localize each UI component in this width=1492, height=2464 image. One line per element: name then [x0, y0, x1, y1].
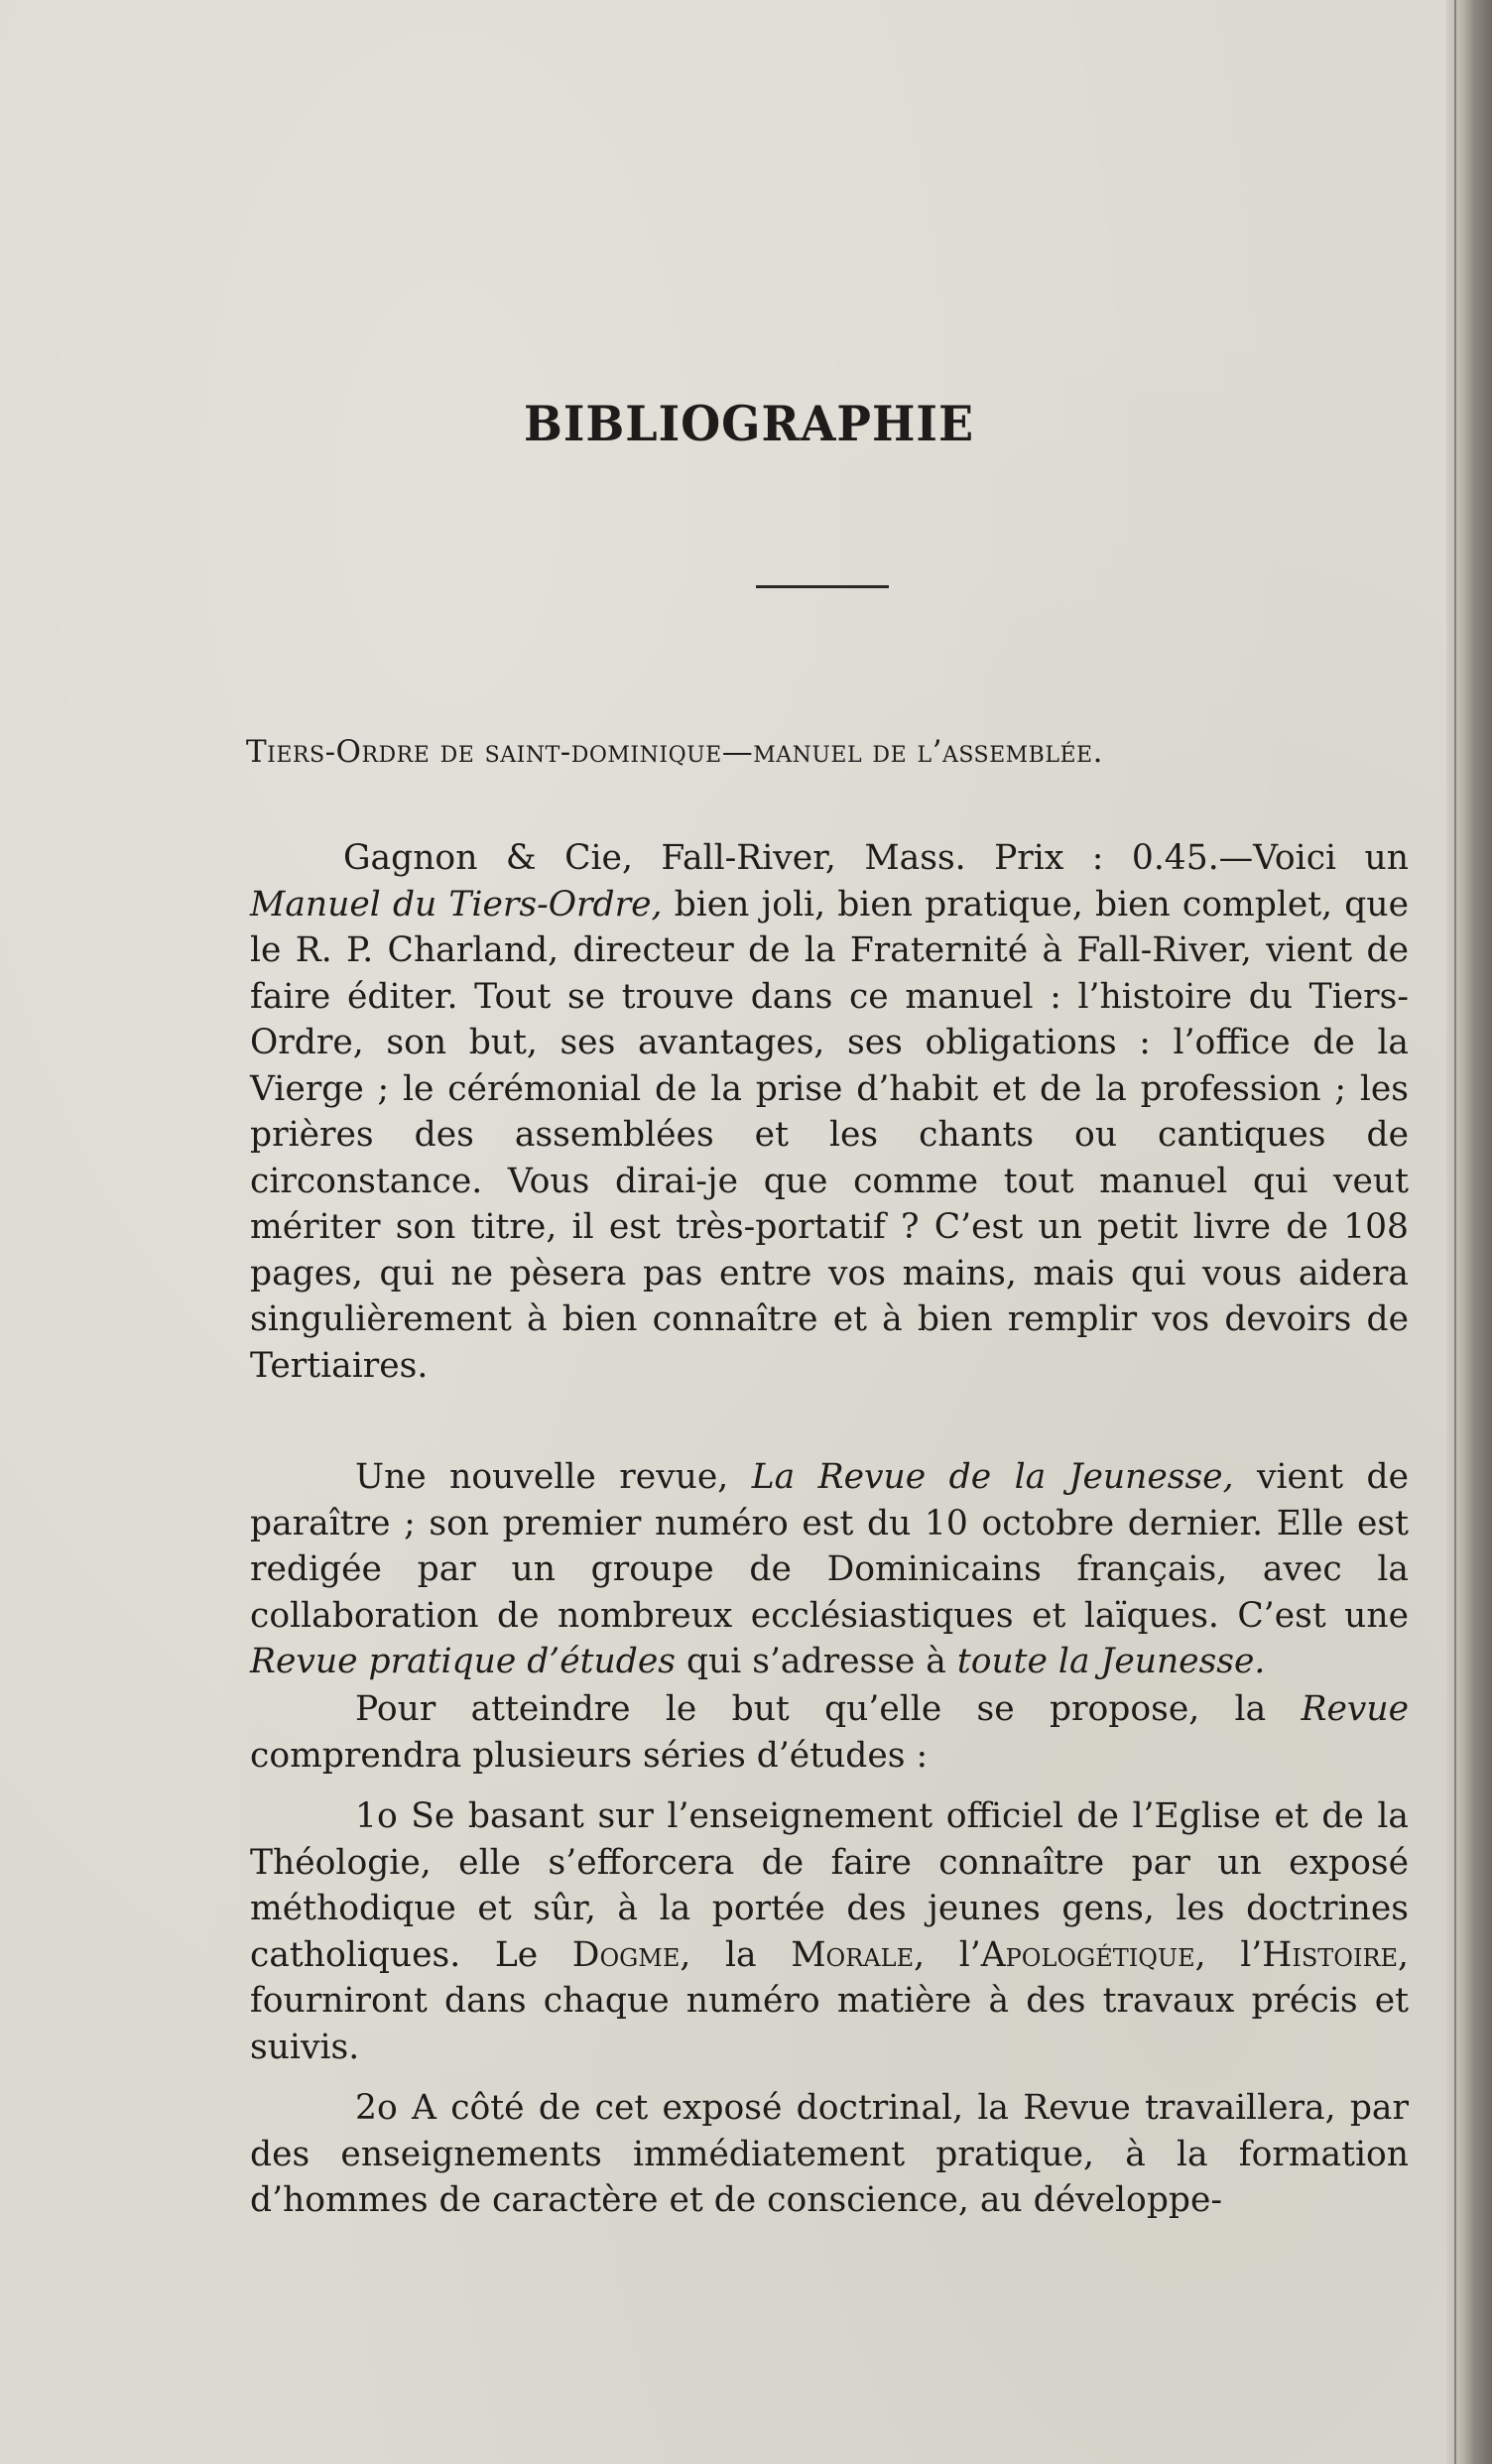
text-run: Une nouvelle revue,: [355, 1457, 752, 1497]
text-run: qui s’adresse à: [675, 1642, 957, 1681]
page-edge-line: [1454, 0, 1456, 2464]
page-gutter-shadow: [1446, 0, 1492, 2464]
page-title: BIBLIOGRAPHIE: [523, 395, 975, 452]
text-run: , la: [680, 1934, 792, 1975]
emphasis-text: Revue pratique d’études: [250, 1642, 676, 1681]
journal-title: La Revue de la Jeunesse,: [751, 1457, 1234, 1497]
text-run: vient de paraître ; son premier numéro est du 10 octobre dernier. Elle est redigée par un groupe de Dominicains français, avec la collaboration de nombreux ecclésiastiques et laïques. C’est une: [250, 1457, 1409, 1636]
title-rule: [756, 585, 889, 588]
text-run: 2o A côté de cet exposé doctrinal, la Revue travaillera, par des enseignements immédiatement pratique, à la formation d’hommes de caractère et de conscience, au développe-: [250, 2088, 1409, 2220]
text-run: bien joli, bien pratique, bien complet, que le R. P. Charland, directeur de la Fraternité à Fall-River, vient de faire éditer. Tout se trouve dans ce manuel : l’histoire du Tiers-Ordre, son but, ses avantages, ses obligations : l’office de la Vierge ; le cérémonial de la prise d’habit et de la profession ; les prières des assemblées et les chants ou cantiques de circonstance. Vous dirai-je que comme tout manuel qui veut mériter son titre, il est très-portatif ? C’est un petit livre de 108 pages, qui ne pèsera pas entre vos mains, mais qui vous aidera singulièrement à bien connaître et à bien remplir vos devoirs de Tertiaires.: [250, 884, 1409, 1386]
small-caps-term: Morale: [791, 1934, 915, 1975]
small-caps-term: Dogme: [571, 1934, 681, 1975]
review-paragraph-2: [250, 1454, 1409, 1685]
text-run: Gagnon & Cie, Fall-River, Mass. Prix : 0.45.—Voici un: [343, 838, 1409, 878]
text-run: Pour atteindre le but qu’elle se propose, la: [355, 1689, 1302, 1729]
review-paragraph-1: [250, 835, 1409, 1389]
emphasis-text: Revue: [1301, 1689, 1409, 1729]
text-run: comprendra plusieurs séries d’études :: [250, 1735, 929, 1776]
review-paragraph-5: [250, 2085, 1409, 2224]
text-run: , fourniront dans chaque numéro matière à des travaux précis et suivis.: [250, 1934, 1409, 2067]
section-heading: Tiers-Ordre de saint-dominique—manuel de l’assemblée.: [246, 734, 1103, 770]
emphasis-text: toute la Jeunesse.: [956, 1642, 1266, 1681]
text-run: 1o Se basant sur l’enseignement officiel de l’Eglise et de la Théologie, elle s’efforcera de faire connaître par un exposé méthodique et sûr, à la portée des jeunes gens, les doctrines catholiques. Le: [250, 1796, 1409, 1975]
book-title: Manuel du Tiers-Ordre,: [250, 884, 663, 924]
small-caps-term: Apologétique: [980, 1934, 1195, 1975]
review-paragraph-3: [250, 1686, 1409, 1779]
text-run: , l’: [1194, 1934, 1263, 1975]
small-caps-term: Histoire: [1262, 1934, 1399, 1975]
text-run: , l’: [914, 1934, 981, 1975]
review-paragraph-4: [250, 1793, 1409, 2070]
